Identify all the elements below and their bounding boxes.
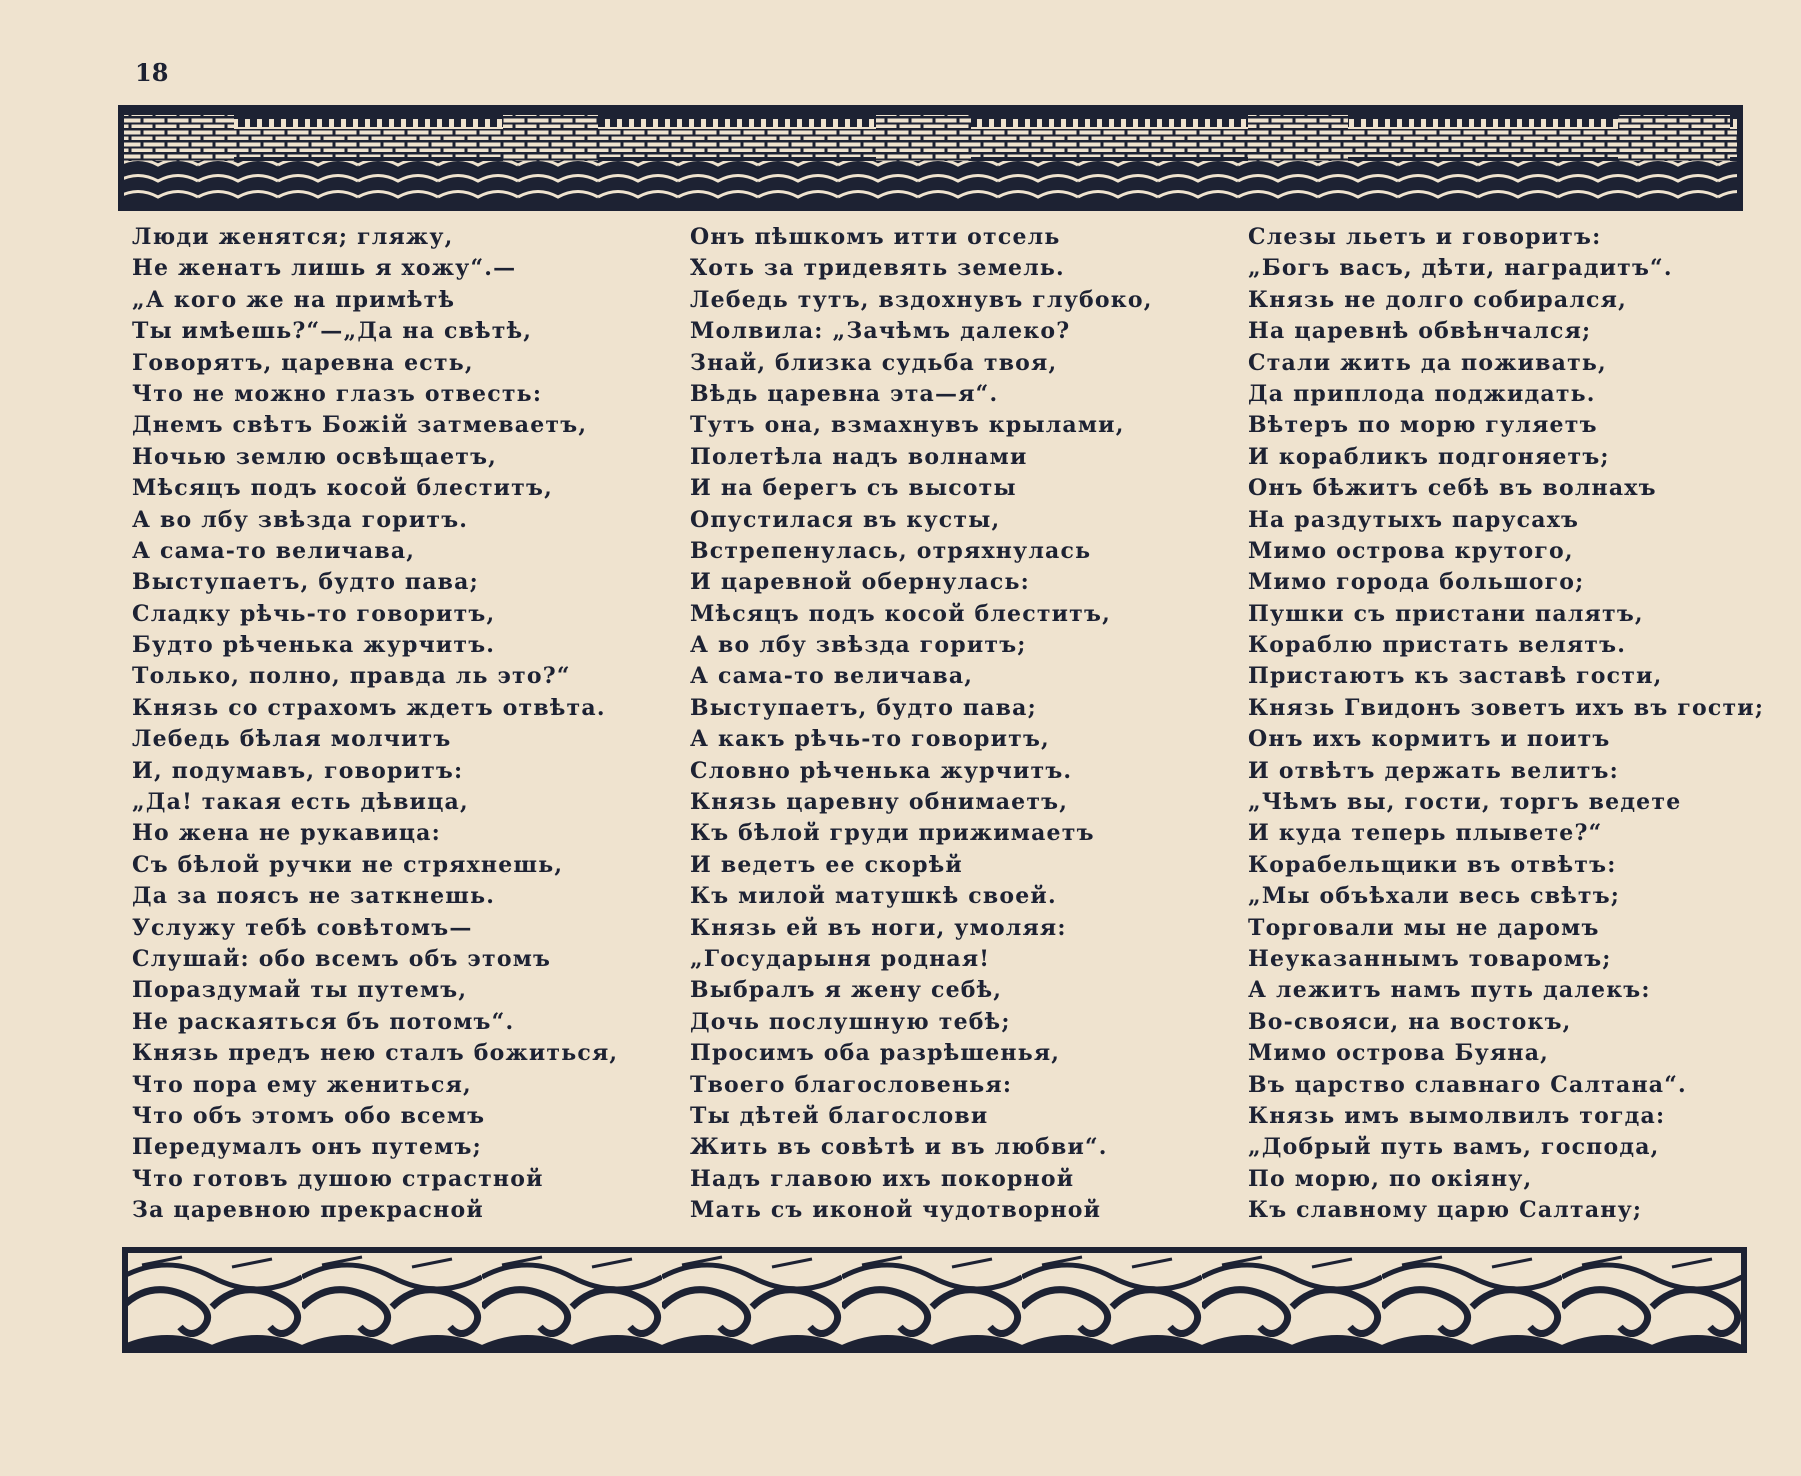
verse-line: А во лбу звѣзда горитъ; <box>690 632 1027 659</box>
verse-line: Мѣсяцъ подъ косой блеститъ, <box>690 600 1111 627</box>
verse-line: За царевною прекрасной <box>132 1197 484 1224</box>
verse-line: Выступаетъ, будто пава; <box>132 569 479 596</box>
verse-line: Корабельщики въ отвѣтъ: <box>1248 851 1617 878</box>
verse-line: Пораздумай ты путемъ, <box>132 977 468 1004</box>
verse-line: И отвѣтъ держать велитъ: <box>1248 757 1619 784</box>
verse-line: И, подумавъ, говоритъ: <box>132 757 464 784</box>
verse-line: Князь ей въ ноги, умоляя: <box>690 914 1067 941</box>
verse-line: Къ славному царю Салтану; <box>1248 1197 1643 1224</box>
verse-line: Тутъ она, взмахнувъ крылами, <box>690 412 1125 439</box>
verse-line: Князь со страхомъ ждетъ отвѣта. <box>132 694 606 721</box>
verse-line: На царевнѣ обвѣнчался; <box>1248 318 1592 345</box>
verse-line: Во-свояси, на востокъ, <box>1248 1008 1572 1035</box>
verse-line: Въ царство славнаго Салтана“. <box>1248 1071 1687 1098</box>
verse-line: Жить въ совѣтѣ и въ любви“. <box>690 1134 1108 1161</box>
verse-line: „А кого же на примѣтѣ <box>132 286 456 313</box>
verse-line: Кораблю пристать велятъ. <box>1248 632 1627 659</box>
verse-line: Мимо острова крутого, <box>1248 537 1574 564</box>
verse-line: И ведетъ ее скорѣй <box>690 851 963 878</box>
verse-line: Князь не долго собирался, <box>1248 286 1627 313</box>
verse-line: Пристаютъ къ заставѣ гости, <box>1248 663 1663 690</box>
verse-line: Мимо города большого; <box>1248 569 1585 596</box>
text-column-middle <box>690 222 1153 1227</box>
verse-line: Выбралъ я жену себѣ, <box>690 977 1003 1004</box>
verse-line: Будто рѣченька журчитъ. <box>132 632 496 659</box>
verse-line: Лебедь бѣлая молчитъ <box>132 726 452 753</box>
verse-line: Онъ ихъ кормитъ и поитъ <box>1248 726 1611 753</box>
verse-line: Стали жить да поживать, <box>1248 349 1607 376</box>
verse-line: Дочь послушную тебѣ; <box>690 1008 1011 1035</box>
verse-line: А лежитъ намъ путь далекъ: <box>1248 977 1651 1004</box>
verse-line: Ночью землю освѣщаетъ, <box>132 443 498 470</box>
verse-line: Лебедь тутъ, вздохнувъ глубоко, <box>690 286 1153 313</box>
verse-line: „Мы объѣхали весь свѣтъ; <box>1248 883 1621 910</box>
verse-line: А сама-то величава, <box>690 663 974 690</box>
verse-line: Что объ этомъ обо всемъ <box>132 1102 486 1129</box>
verse-line: Князь царевну обнимаетъ, <box>690 789 1069 816</box>
verse-line: Встрепенулась, отряхнулась <box>690 537 1092 564</box>
verse-line: А во лбу звѣзда горитъ. <box>132 506 469 533</box>
verse-line: Вѣдь царевна эта—я“. <box>690 380 999 407</box>
verse-line: Что готовъ душою страстной <box>132 1165 544 1192</box>
verse-line: Слезы льетъ и говоритъ: <box>1248 224 1602 250</box>
verse-line: А сама-то величава, <box>132 537 416 564</box>
verse-line: Ты дѣтей благослови <box>690 1102 989 1129</box>
verse-line: Что не можно глазъ отвесть: <box>132 380 543 407</box>
verse-line: Мать съ иконой чудотворной <box>690 1197 1102 1224</box>
wall-and-waves-border <box>118 105 1743 211</box>
verse-line: Не женатъ лишь я хожу“.— <box>132 255 517 282</box>
verse-line: „Да! такая есть дѣвица, <box>132 789 469 816</box>
verse-line: И на берегъ съ высоты <box>690 475 1017 502</box>
verse-line: Торговали мы не даромъ <box>1248 914 1600 941</box>
verse-line: Неуказаннымъ товаромъ; <box>1248 945 1612 972</box>
verse-line: Просимъ оба разрѣшенья, <box>690 1040 1061 1067</box>
verse-line: Князь Гвидонъ зоветъ ихъ въ гости; <box>1248 694 1765 721</box>
verse-line: Передумалъ онъ путемъ; <box>132 1134 482 1161</box>
verse-line: „Чѣмъ вы, гости, торгъ ведете <box>1248 789 1682 816</box>
verse-line: Опустилася въ кусты, <box>690 506 1001 533</box>
verse-line: И корабликъ подгоняетъ; <box>1248 443 1610 470</box>
verse-line: По морю, по окіяну, <box>1248 1165 1533 1192</box>
verse-line: Съ бѣлой ручки не стряхнешь, <box>132 851 564 878</box>
verse-line: А какъ рѣчь-то говоритъ, <box>690 726 1050 753</box>
verse-line: Молвила: „Зачѣмъ далеко? <box>690 318 1071 345</box>
verse-line: „Государыня родная! <box>690 945 991 972</box>
text-column-right <box>1248 222 1764 1227</box>
verse-line: Вѣтеръ по морю гуляетъ <box>1248 412 1598 439</box>
verse-line: И куда теперь плывете?“ <box>1248 820 1603 847</box>
verse-line: Мѣсяцъ подъ косой блеститъ, <box>132 475 553 502</box>
verse-line: Надъ главою ихъ покорной <box>690 1165 1075 1192</box>
page-number: 18 <box>135 58 169 87</box>
verse-line: „Богъ васъ, дѣти, наградитъ“. <box>1248 255 1673 282</box>
verse-line: Ты имѣешь?“—„Да на свѣтѣ, <box>132 318 533 345</box>
verse-line: Къ бѣлой груди прижимаетъ <box>690 820 1095 847</box>
verse-line: Люди женятся; гляжу, <box>132 224 454 250</box>
verse-line: Слушай: обо всемъ объ этомъ <box>132 945 552 972</box>
verse-line: На раздутыхъ парусахъ <box>1248 506 1580 533</box>
verse-line: Услужу тебѣ совѣтомъ— <box>132 914 473 941</box>
verse-line: Знай, близка судьба твоя, <box>690 349 1058 376</box>
verse-line: Выступаетъ, будто пава; <box>690 694 1037 721</box>
verse-line: Пушки съ пристани палятъ, <box>1248 600 1644 627</box>
verse-line: Къ милой матушкѣ своей. <box>690 883 1057 910</box>
poem-text <box>132 222 1765 1232</box>
verse-line: Онъ бѣжитъ себѣ въ волнахъ <box>1248 475 1657 502</box>
ocean-waves-border <box>122 1247 1747 1353</box>
verse-line: Не раскаяться бъ потомъ“. <box>132 1008 515 1035</box>
verse-line: И царевной обернулась: <box>690 569 1030 596</box>
verse-line: Мимо острова Буяна, <box>1248 1040 1550 1067</box>
verse-line: Говорятъ, царевна есть, <box>132 349 474 376</box>
verse-line: Только, полно, правда ль это?“ <box>132 663 571 690</box>
verse-line: Хоть за тридевять земель. <box>690 255 1065 282</box>
verse-line: Словно рѣченька журчитъ. <box>690 757 1073 784</box>
verse-line: „Добрый путь вамъ, господа, <box>1248 1134 1660 1161</box>
verse-line: Князь предъ нею сталъ божиться, <box>132 1040 619 1067</box>
verse-line: Полетѣла надъ волнами <box>690 443 1028 470</box>
verse-line: Онъ пѣшкомъ итти отсель <box>690 224 1061 250</box>
verse-line: Твоего благословенья: <box>690 1071 1013 1098</box>
verse-line: Да приплода поджидать. <box>1248 380 1596 407</box>
text-column-left <box>132 222 618 1227</box>
verse-line: Днемъ свѣтъ Божій затмеваетъ, <box>132 412 588 439</box>
verse-line: Князь имъ вымолвилъ тогда: <box>1248 1102 1666 1129</box>
verse-line: Да за поясъ не заткнешь. <box>132 883 496 910</box>
verse-line: Что пора ему жениться, <box>132 1071 472 1098</box>
verse-line: Сладку рѣчь-то говоритъ, <box>132 600 496 627</box>
verse-line: Но жена не рукавица: <box>132 820 441 847</box>
